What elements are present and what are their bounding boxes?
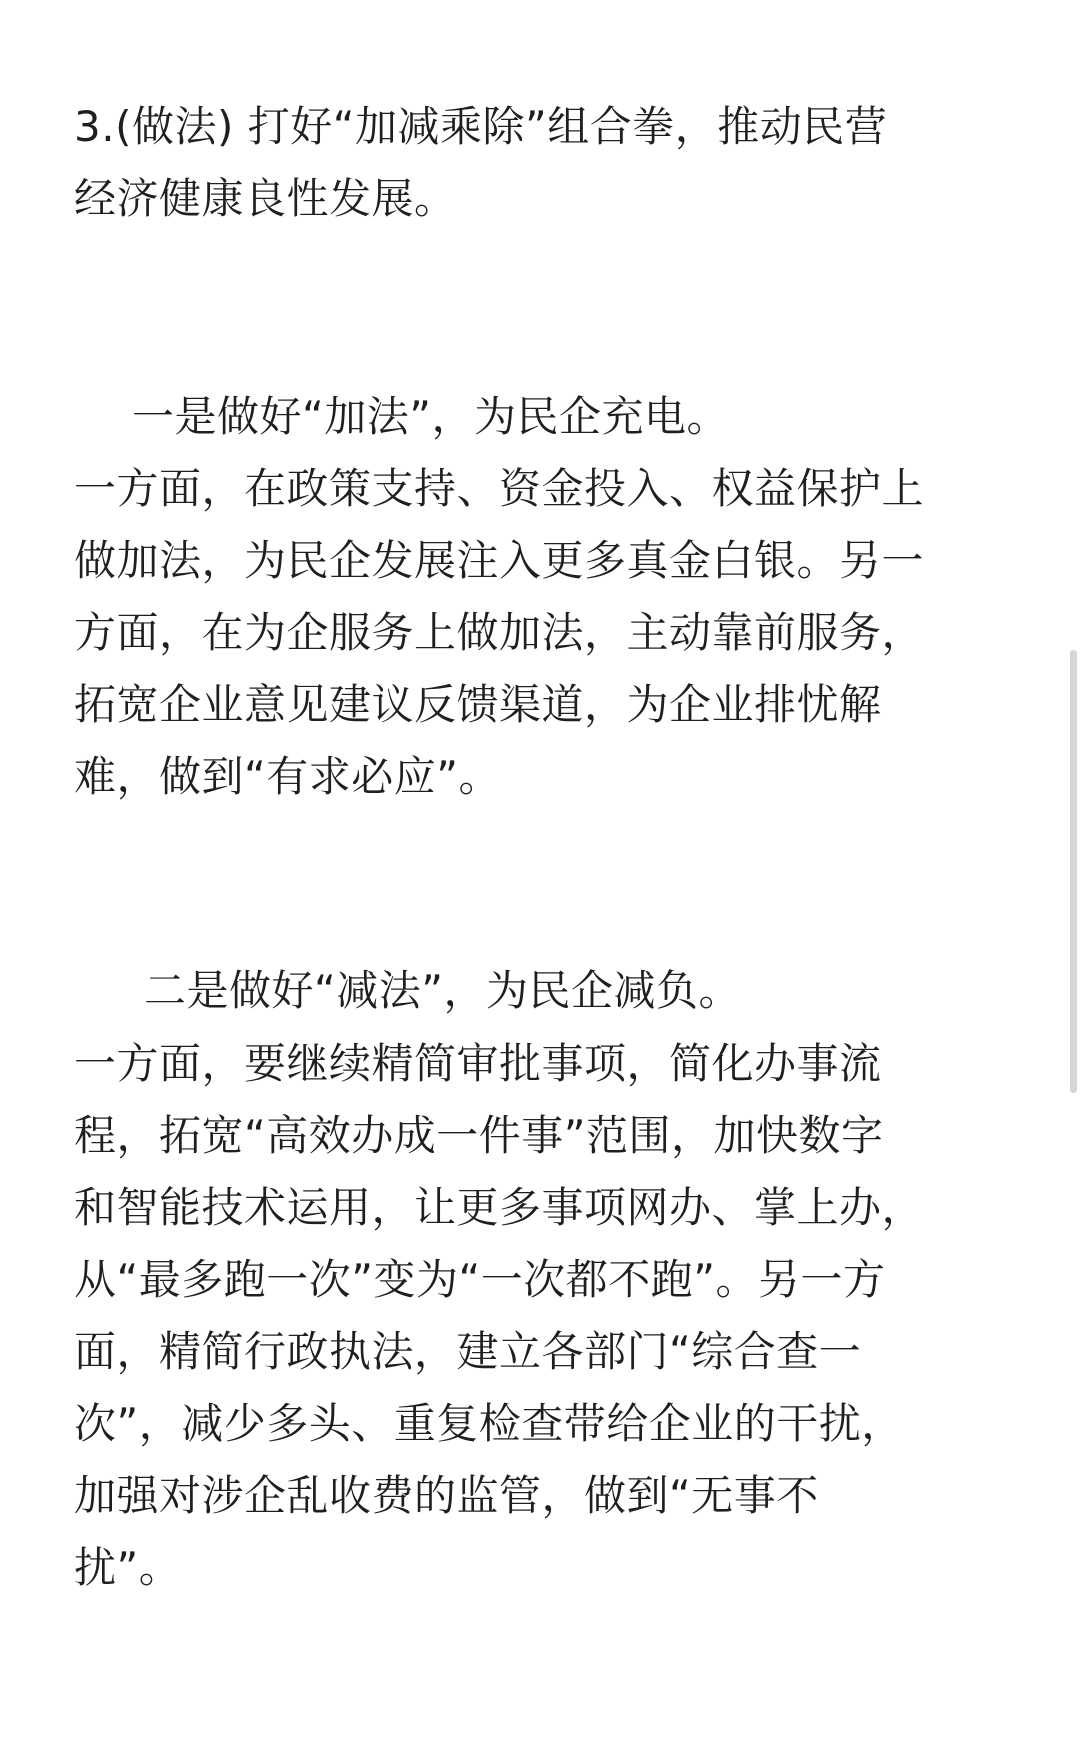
body-line: 从“最多跑一次”变为“一次都不跑”。另一方 <box>74 1255 886 1304</box>
title-line: 3.(做法) 打好“加减乘除”组合拳，推动民营 <box>74 102 888 151</box>
body-line: 一方面，要继续精简审批事项，简化办事流 <box>74 1039 882 1088</box>
body-line: 方面，在为企服务上做加法，主动靠前服务， <box>74 608 925 657</box>
body-line: 做加法，为民企发展注入更多真金白银。另一 <box>74 536 925 585</box>
body-line: 加强对涉企乱收费的监管，做到“无事不 <box>74 1471 819 1520</box>
body-line: 扰”。 <box>74 1543 182 1592</box>
body-line: 次”，减少多头、重复检查带给企业的干扰， <box>74 1399 904 1448</box>
vertical-scrollbar[interactable] <box>1070 650 1077 1093</box>
section-body-subtraction <box>74 1028 1014 1604</box>
body-line: 和智能技术运用，让更多事项网办、掌上办， <box>74 1183 925 1232</box>
body-line: 一方面，在政策支持、资金投入、权益保护上 <box>74 464 925 513</box>
section-body-addition <box>74 453 1014 813</box>
section-heading-addition <box>74 381 1014 453</box>
section-heading-subtraction <box>74 955 1014 1027</box>
body-line: 程，拓宽“高效办成一件事”范围，加快数字 <box>74 1111 884 1160</box>
body-line: 面，精简行政执法，建立各部门“综合查一 <box>74 1327 862 1376</box>
title-line: 经济健康良性发展。 <box>74 174 457 223</box>
body-line: 拓宽企业意见建议反馈渠道，为企业排忧解 <box>74 680 882 729</box>
body-line: 难，做到“有求必应”。 <box>74 752 502 801</box>
heading-text: 一是做好“加法”，为民企充电。 <box>132 392 730 441</box>
item-title <box>74 91 1014 235</box>
heading-text: 二是做好“减法”，为民企减负。 <box>144 966 742 1015</box>
